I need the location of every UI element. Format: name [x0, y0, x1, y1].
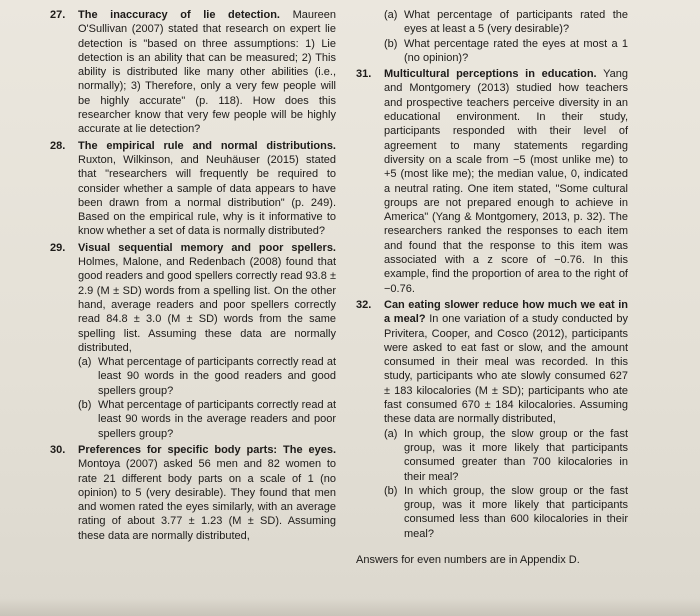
subquestion-label: (a): [384, 427, 398, 440]
left-column: [50, 8, 336, 545]
subquestion-a: [78, 355, 336, 398]
problem-28: [50, 139, 336, 239]
subquestion-label: (a): [384, 9, 398, 21]
subquestion-text: What percentage of participants correctly read at least 90 words in the average readers and poor spellers group?: [98, 399, 336, 440]
problem-text: [78, 241, 336, 355]
subquestion-text: What percentage of participants rated the eyes at least a 5 (very desirable)?: [404, 9, 628, 36]
subquestion-text: What percentage rated the eyes at most a 1 (no opinion)?: [404, 37, 628, 64]
problem-text: [384, 298, 628, 427]
problem-heading: The empirical rule and normal distributions.: [78, 139, 336, 152]
subquestion-a: [384, 427, 628, 484]
subquestion-label: (b): [384, 484, 398, 497]
subquestion-b: [384, 37, 628, 66]
subquestion-text: What percentage of participants correctly read at least 90 words in the good readers and good spellers group?: [98, 356, 336, 397]
problem-number: 30.: [50, 443, 66, 456]
subquestion-text: In which group, the slow group or the fast group, was it more likely that participants consumed greater than 700 kilocalories in their meal?: [404, 427, 628, 483]
subquestion-a: [384, 8, 628, 37]
subquestion-label: (b): [78, 399, 92, 412]
problem-text: [78, 8, 336, 137]
subquestion-label: (a): [78, 356, 92, 369]
problem-number: 27.: [50, 9, 66, 21]
problem-31: [356, 67, 628, 296]
problem-heading: Visual sequential memory and poor spellers.: [78, 241, 336, 254]
problem-text: [384, 67, 628, 296]
problem-number: 31.: [356, 68, 372, 81]
subquestion-text: In which group, the slow group or the fast group, was it more likely that participants consumed less than 600 kilocalories in their meal?: [404, 484, 628, 540]
page-shadow: [0, 598, 700, 616]
problem-number: 32.: [356, 298, 372, 311]
problem-heading: Preferences for specific body parts: The eyes.: [78, 443, 336, 456]
right-column: [356, 8, 628, 578]
problem-body: Maureen O'Sullivan (2007) stated that research on expert lie detection is "based on three assumptions: 1) Lie detection is an ability that can be measured; 2) This ability is distributed like many other abilities (i.e., normally); 3) Therefore, only a very few people will be highly accurate" (p. 118). How does this researcher know that very few people will be highly accurate at lie detection?: [78, 9, 336, 136]
problem-30: [50, 443, 336, 543]
problem-30-continued: [356, 8, 628, 65]
subquestion-b: [78, 398, 336, 441]
problem-number: 28.: [50, 139, 66, 152]
answers-note: Answers for even numbers are in Appendix D.: [356, 553, 580, 566]
problem-text: [78, 139, 336, 239]
problem-heading: The inaccuracy of lie detection.: [78, 9, 280, 21]
problem-body: Montoya (2007) asked 56 men and 82 women to rate 21 different body parts on a scale of 1 (no opinion) to 5 (very desirable). They found that men and women rated the eyes similarly, with an average rating of about 3.77 ± 1.23 (M ± SD). Assuming these data are normally distributed,: [78, 458, 336, 542]
problem-text: [78, 443, 336, 543]
subquestion-b: [384, 484, 628, 541]
problem-body: In one variation of a study conducted by Privitera, Cooper, and Cosco (2012), participants were asked to eat fast or slow, and the amount consumed in their meal was recorded. In this study, participants who ate slowly consumed 627 ± 183 kilocalories (M ± SD); participants who ate fast consumed 670 ± 184 kilocalories. Assuming these data are normally distributed,: [384, 313, 628, 426]
problem-number: 29.: [50, 241, 66, 254]
problem-heading: Multicultural perceptions in education.: [384, 68, 597, 81]
subquestion-label: (b): [384, 37, 398, 50]
problem-heading: Can eating slower reduce how much we eat in a meal?: [384, 298, 628, 326]
problem-32: [356, 298, 628, 541]
problem-body: Ruxton, Wilkinson, and Neuhäuser (2015) stated that "researchers will frequently be required to consider whether a sample of data appears to have been drawn from a normal distribution" (p. 249). Based on the empirical rule, why is it informative to know whether a set of data is normally distributed?: [78, 153, 336, 238]
problem-body: Yang and Montgomery (2013) studied how teachers and prospective teachers perceive diversity in an educational environment. In their study, participants responded with their level of agreement to many statements regarding diversity on a scale from −5 (most unlike me) to +5 (most like me); the median value, 0, indicated a neutral rating. One item stated, "Some cultural groups are not prepared enough to achieve in America" (Yang & Montgomery, 2013, p. 32). The researchers ranked the responses to each item and found that the response to this item was associated with a z score of −0.76. In this example, find the proportion of area to the right of −0.76.: [384, 68, 629, 295]
problem-29: [50, 241, 336, 441]
problem-body: Holmes, Malone, and Redenbach (2008) found that good readers and good spellers correctly read 93.8 ± 2.9 (M ± SD) words from a spelling list. On the other hand, average readers and poor spellers correctly read 84.8 ± 3.0 (M ± SD) words from the same spelling list. Assuming these data are normally distributed,: [78, 256, 336, 354]
problem-27: [50, 8, 336, 137]
